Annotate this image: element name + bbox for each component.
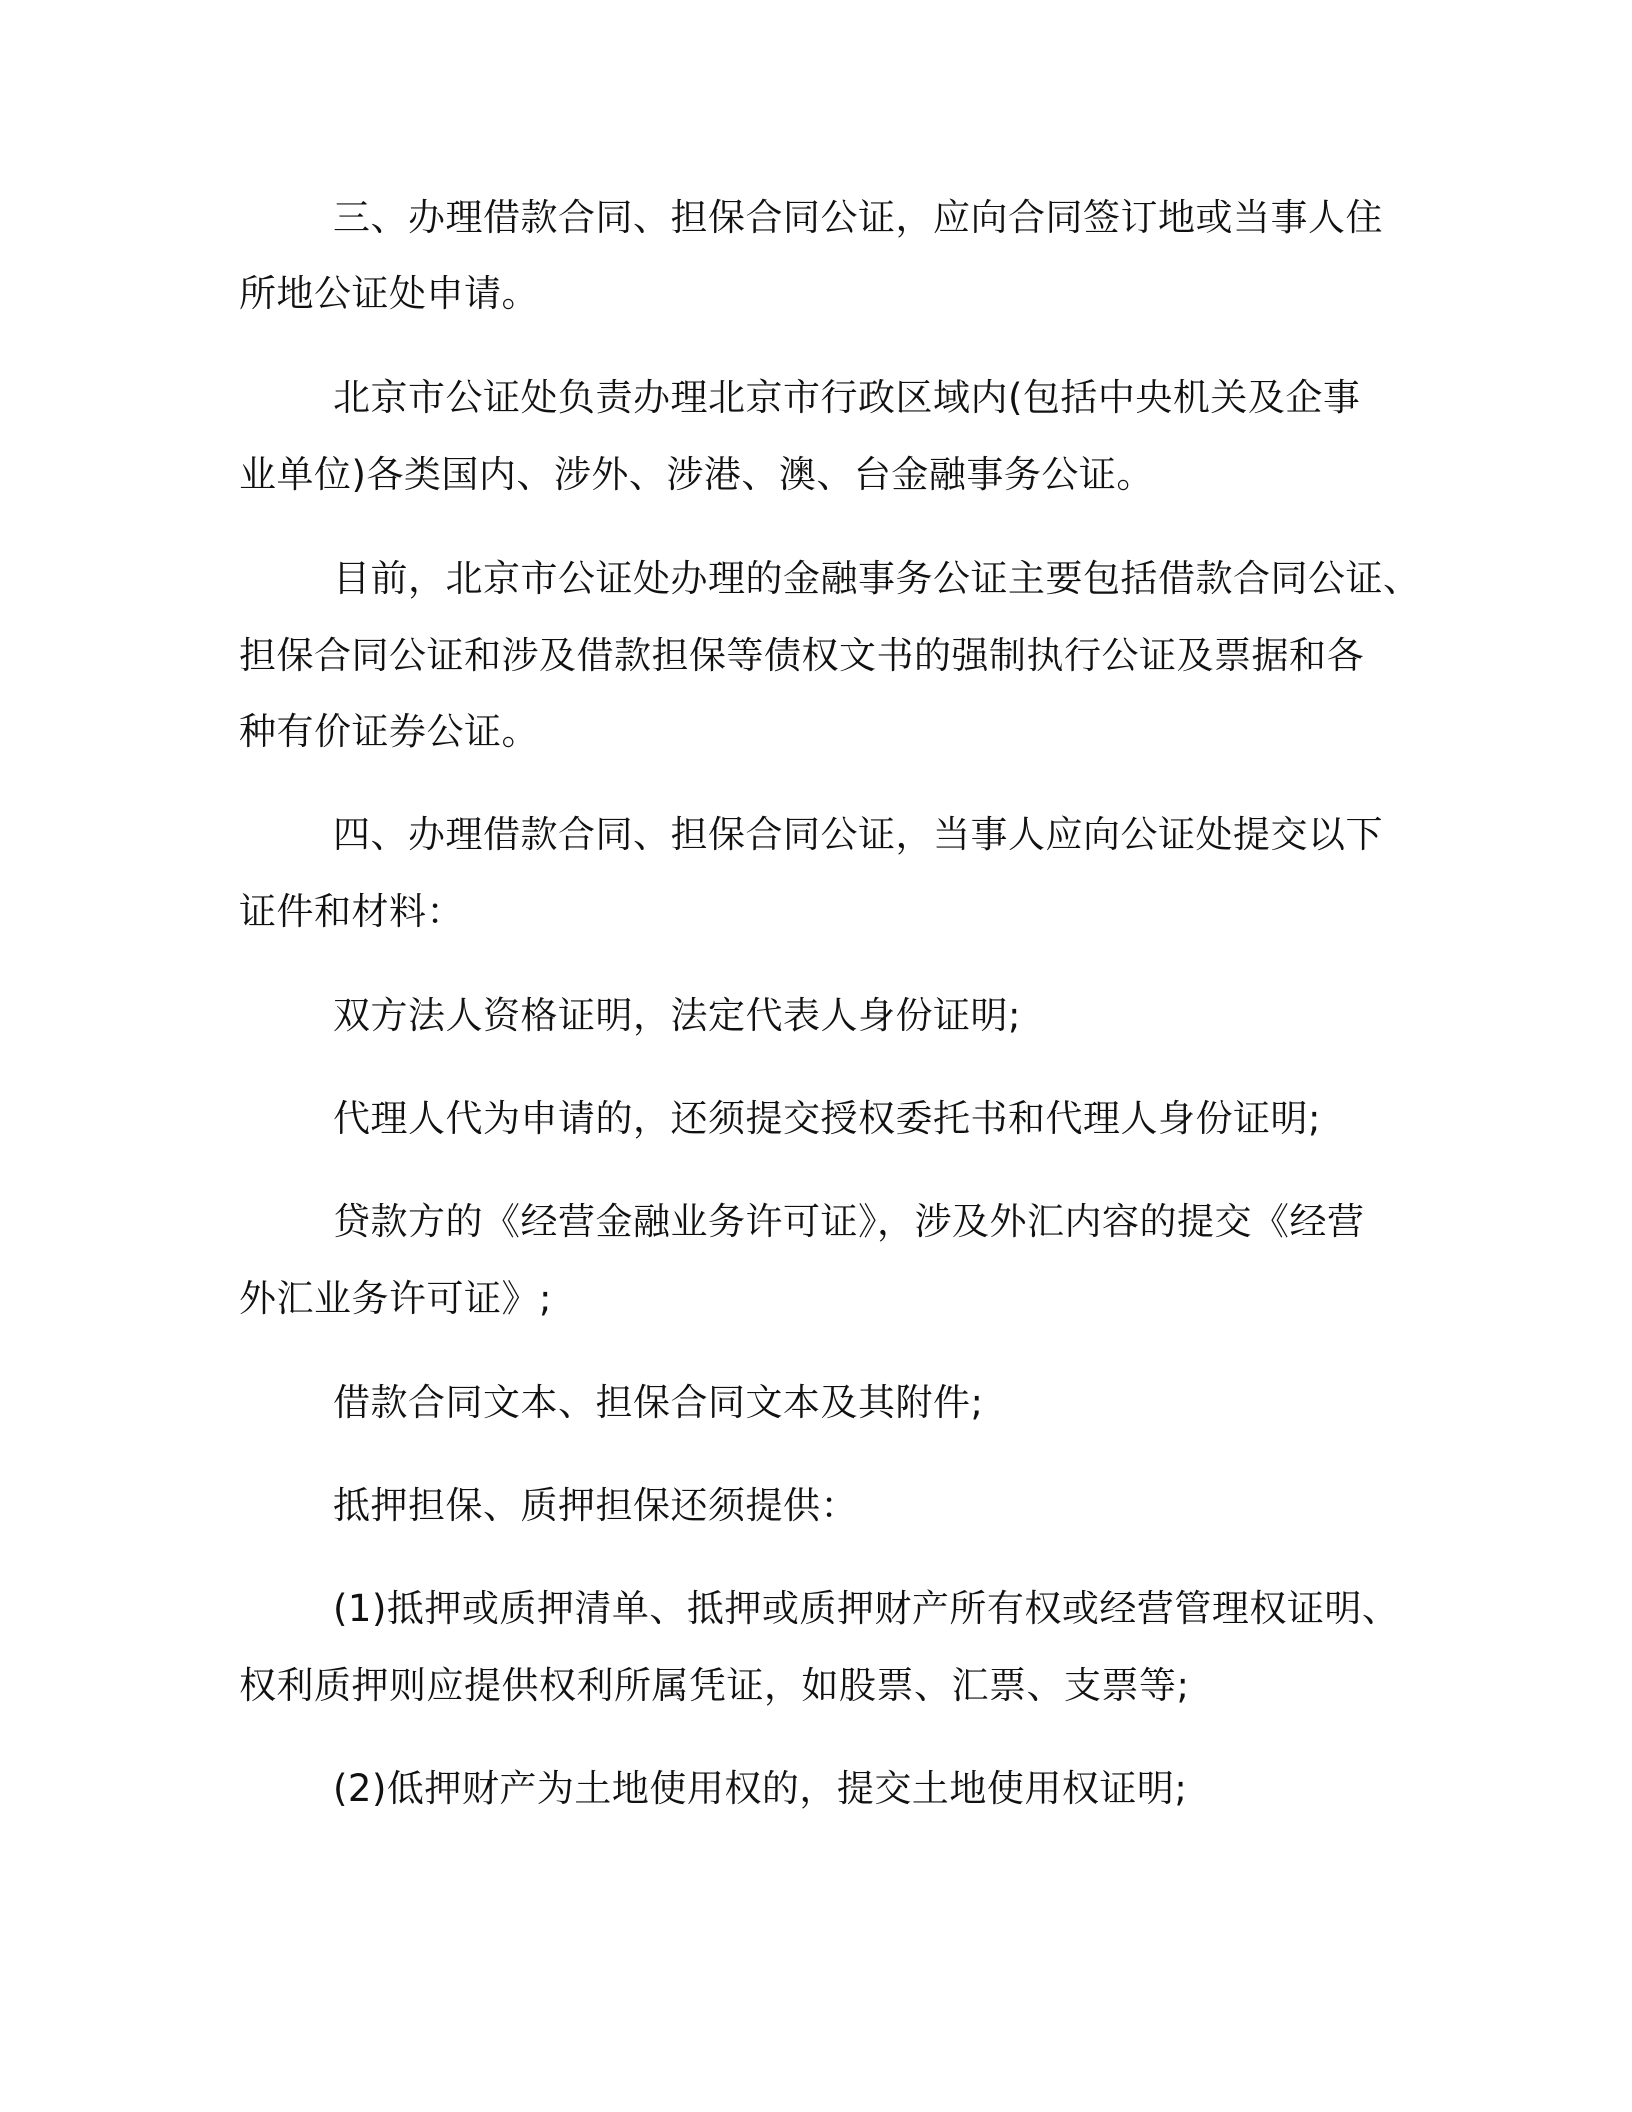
paragraph-7-line-2: 外汇业务许可证》;: [239, 1277, 552, 1320]
paragraph-7-line-1: 贷款方的《经营金融业务许可证》，涉及外汇内容的提交《经营: [333, 1200, 1365, 1243]
paragraph-8-line-1: 借款合同文本、担保合同文本及其附件;: [333, 1381, 984, 1424]
paragraph-1-line-1: 三、办理借款合同、担保合同公证，应向合同签订地或当事人住: [333, 196, 1383, 239]
paragraph-5-line-1: 双方法人资格证明，法定代表人身份证明;: [333, 994, 1021, 1037]
paragraph-3-line-1: 目前，北京市公证处办理的金融事务公证主要包括借款合同公证、: [333, 557, 1421, 600]
paragraph-6-line-1: 代理人代为申请的，还须提交授权委托书和代理人身份证明;: [333, 1097, 1321, 1140]
paragraph-4-line-1: 四、办理借款合同、担保合同公证，当事人应向公证处提交以下: [333, 813, 1383, 856]
paragraph-3-line-3: 种有价证券公证。: [239, 710, 539, 753]
paragraph-9-line-1: 抵押担保、质押担保还须提供：: [333, 1484, 858, 1527]
paragraph-11-line-1: (2)低押财产为土地使用权的，提交土地使用权证明;: [333, 1767, 1188, 1810]
paragraph-3-line-2: 担保合同公证和涉及借款担保等债权文书的强制执行公证及票据和各: [239, 634, 1364, 677]
paragraph-10-line-2: 权利质押则应提供权利所属凭证，如股票、汇票、支票等;: [239, 1664, 1190, 1707]
paragraph-4-line-2: 证件和材料：: [239, 890, 464, 933]
paragraph-2-line-2: 业单位)各类国内、涉外、涉港、澳、台金融事务公证。: [239, 453, 1154, 496]
paragraph-2-line-1: 北京市公证处负责办理北京市行政区域内(包括中央机关及企事: [333, 376, 1361, 419]
paragraph-10-line-1: (1)抵押或质押清单、抵押或质押财产所有权或经营管理权证明、: [333, 1587, 1400, 1630]
paragraph-1-line-2: 所地公证处申请。: [239, 272, 539, 315]
